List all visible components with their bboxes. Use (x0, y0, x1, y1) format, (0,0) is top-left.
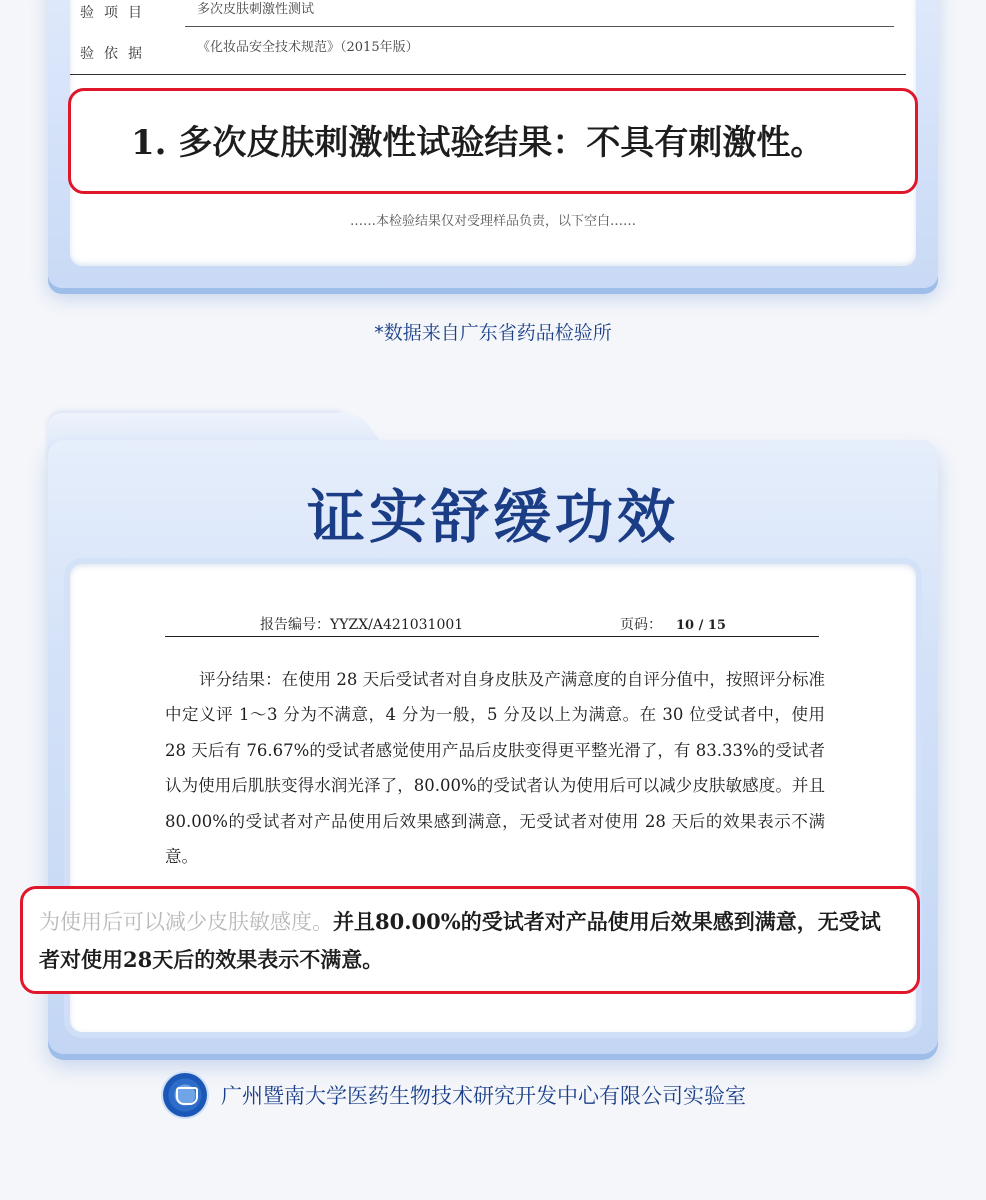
test-item-label: 验项目 (80, 5, 152, 21)
irritation-result-text: 1. 多次皮肤刺激性试验结果：不具有刺激性。 (131, 123, 825, 163)
report-number: 报告编号：YYZX/A421031001 (260, 617, 464, 633)
test-basis-label: 验依据 (80, 46, 152, 62)
test-basis-value: 《化妆品安全技术规范》（2015年版） (197, 40, 419, 55)
page-label: 页码： (620, 617, 662, 633)
top-report-card (48, 0, 938, 288)
university-seal-icon (163, 1073, 207, 1117)
data-source-note: *数据来自广东省药品检验所 (374, 322, 612, 344)
page-value: 10 / 15 (676, 618, 726, 633)
page-indicator (620, 614, 726, 634)
lab-name: 广州暨南大学医药生物技术研究开发中心有限公司实验室 (221, 1084, 746, 1108)
highlight-faded-text: 为使用后可以减少皮肤敏感度。 (39, 910, 333, 934)
section-title: 证实舒缓功效 (306, 483, 679, 551)
satisfaction-result-highlight (20, 886, 920, 994)
irritation-result-highlight (68, 88, 918, 194)
report-body (165, 662, 825, 874)
report-note: ……本检验结果仅对受理样品负责，以下空白…… (349, 214, 636, 229)
lab-footer (163, 1072, 746, 1118)
test-item-value: 多次皮肤刺激性测试 (197, 2, 315, 17)
report-body-text: 评分结果：在使用 28 天后受试者对自身皮肤及产满意度的自评分值中，按照评分标准中定义评 1～3 分为不满意，4 分为一般，5 分及以上为满意。在 30 位受试者中，使用 28 天后有 76.67%的受试者感觉使用产品后皮肤变得更平整光滑了，有 83.33%的受试者认为使用后肌肤变得水润光泽了，80.00%的受试者认为使用后可以减少皮肤敏感度。并且 80.00%的受试者对产品使用后效果感到满意，无受试者对使用 28 天后的效果表示不满意。 (165, 670, 825, 867)
divider (185, 26, 894, 27)
divider (165, 636, 819, 637)
satisfaction-result-text (39, 903, 901, 979)
highlight-main-text: 并且80.00%的受试者对产品使用后效果感到满意，无受试者对使用28天后的效果表示不满意。 (39, 909, 881, 972)
divider (70, 74, 906, 75)
